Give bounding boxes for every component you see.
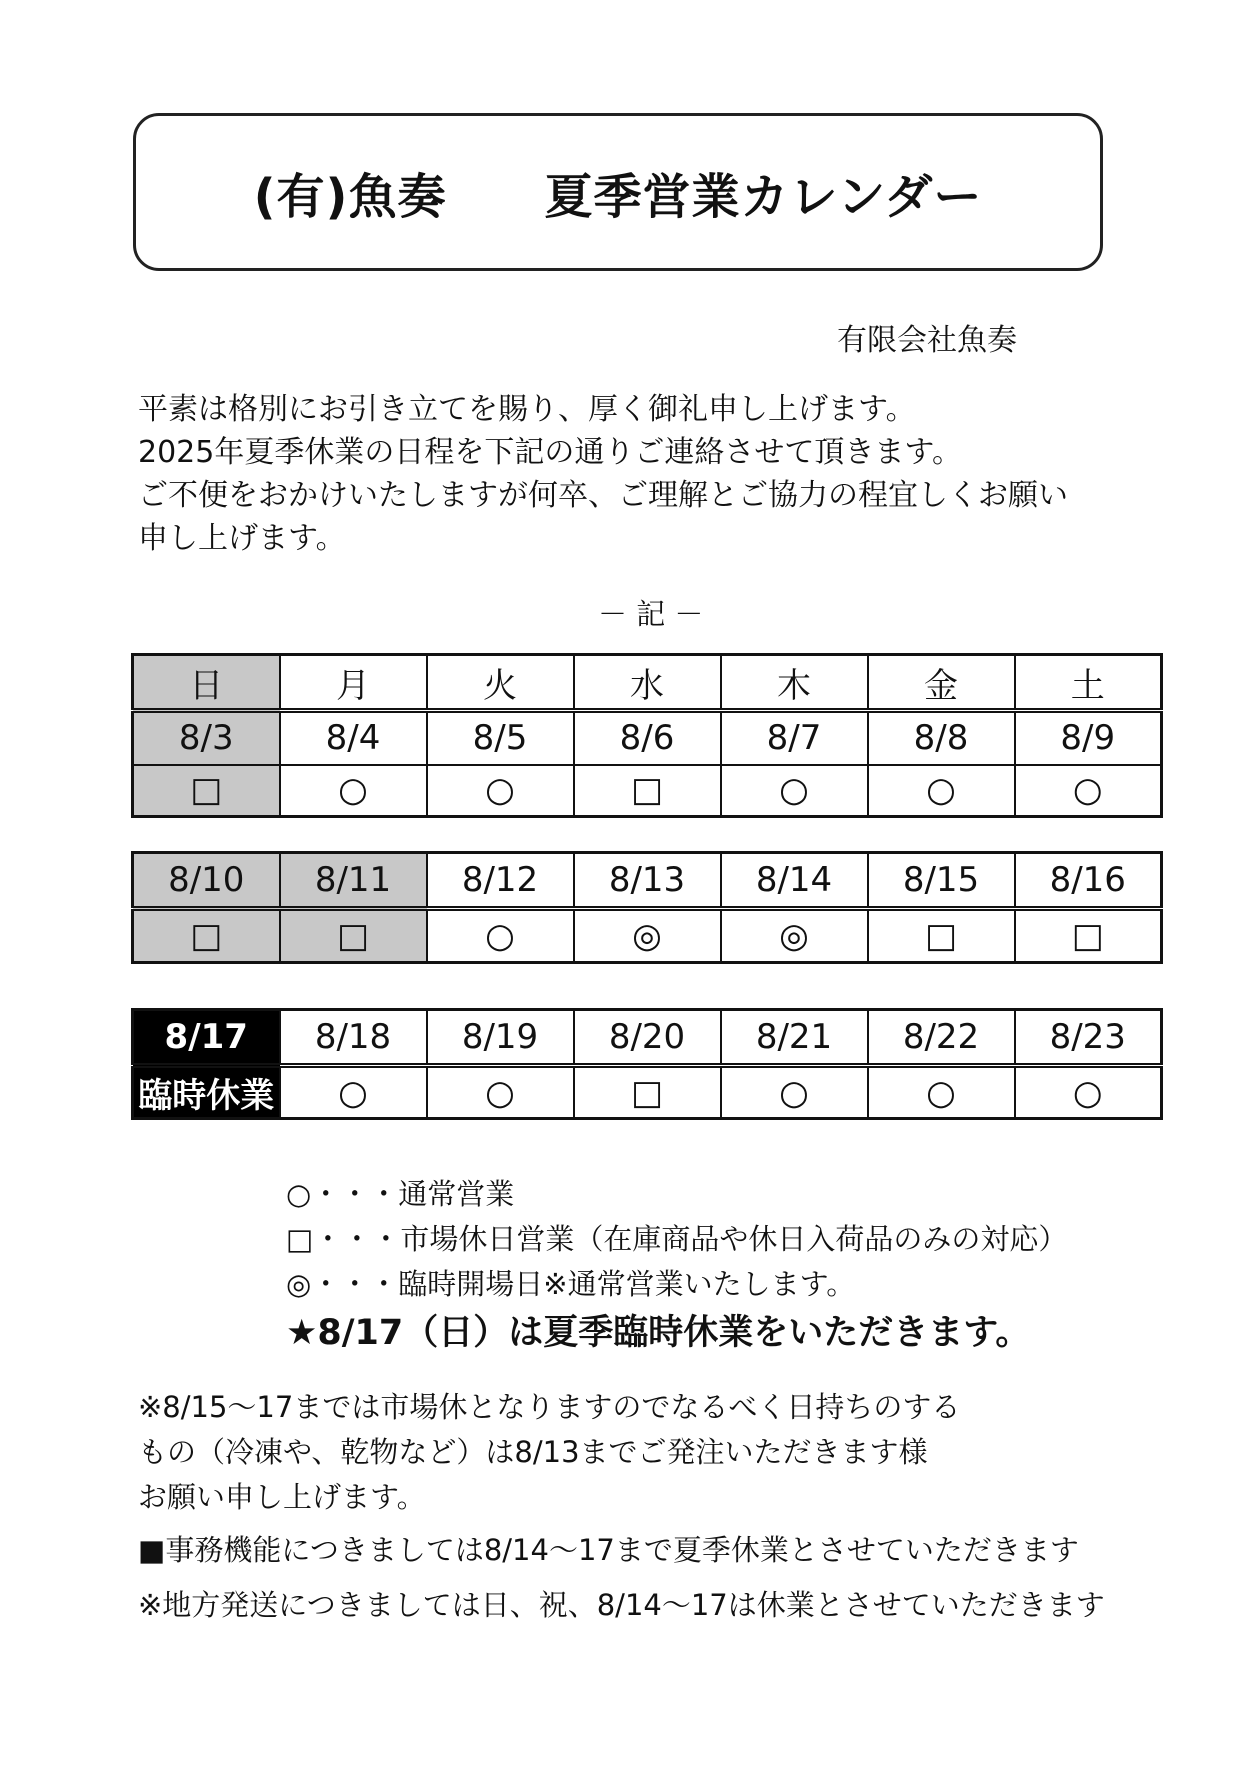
closure-notice: ★8/17（日）は夏季臨時休業をいただきます。 [286,1313,1031,1353]
date-cell: 8/18 [280,1010,427,1066]
legend-item: □・・・市場休日営業（在庫商品や休日入荷品のみの対応） [286,1222,1068,1256]
status-symbol: ○ [721,1066,868,1119]
status-symbol: ○ [427,909,574,963]
intro-line: 平素は格別にお引き立てを賜り、厚く御礼申し上げます。 [138,392,916,427]
date-cell: 8/17 [133,1010,280,1066]
note-line: ■事務機能につきましては8/14～17まで夏季休業とさせていただきます [138,1533,1079,1567]
date-cell: 8/3 [133,711,280,765]
status-symbol: ○ [721,765,868,817]
date-cell: 8/11 [280,853,427,909]
date-cell: 8/5 [427,711,574,765]
weekday-wed: 水 [574,655,721,711]
calendar-week-2 [131,851,1163,964]
legend-item: ◎・・・臨時開場日※通常営業いたします。 [286,1267,856,1301]
weekday-thu: 木 [721,655,868,711]
status-symbol: ◎ [574,909,721,963]
date-cell: 8/12 [427,853,574,909]
date-cell: 8/20 [574,1010,721,1066]
company-name: 有限会社魚奏 [837,323,1017,358]
intro-line: ご不便をおかけいたしますが何卒、ご理解とご協力の程宜しくお願い [138,478,1068,513]
date-cell: 8/15 [868,853,1015,909]
status-symbol: ○ [868,765,1015,817]
status-symbol: □ [1015,909,1162,963]
note-line: もの（冷凍や、乾物など）は8/13までご発注いただきます様 [138,1435,928,1469]
status-symbol: □ [868,909,1015,963]
status-symbol: □ [574,1066,721,1119]
status-symbol: ○ [280,765,427,817]
intro-paragraph [138,388,1138,560]
date-cell: 8/7 [721,711,868,765]
date-cell: 8/23 [1015,1010,1162,1066]
legend [286,1172,1067,1359]
status-symbol: □ [133,765,280,817]
status-symbol: □ [280,909,427,963]
status-symbol: □ [574,765,721,817]
status-symbol: □ [133,909,280,963]
intro-line: 申し上げます。 [138,521,346,556]
calendar-week-3 [131,1008,1163,1120]
closed-label: 臨時休業 [133,1066,280,1119]
date-cell: 8/4 [280,711,427,765]
status-symbol: ○ [1015,765,1162,817]
status-symbol: ○ [280,1066,427,1119]
weekday-sat: 土 [1015,655,1162,711]
intro-line: 2025年夏季休業の日程を下記の通りご連絡させて頂きます。 [138,435,962,470]
weekday-mon: 月 [280,655,427,711]
date-cell: 8/8 [868,711,1015,765]
status-symbol: ○ [1015,1066,1162,1119]
status-symbol: ◎ [721,909,868,963]
date-cell: 8/19 [427,1010,574,1066]
status-symbol: ○ [868,1066,1015,1119]
notes [138,1385,1105,1628]
note-line: ※8/15～17までは市場休となりますのでなるべく日持ちのする [138,1390,961,1424]
date-cell: 8/13 [574,853,721,909]
date-cell: 8/16 [1015,853,1162,909]
status-symbol: ○ [427,765,574,817]
date-cell: 8/22 [868,1010,1015,1066]
calendar-week-1 [131,653,1163,818]
date-cell: 8/14 [721,853,868,909]
note-line: ※地方発送につきましては日、祝、8/14～17は休業とさせていただきます [138,1588,1105,1622]
status-symbol: ○ [427,1066,574,1119]
weekday-tue: 火 [427,655,574,711]
page-title: (有)魚奏 夏季営業カレンダー [133,113,1103,271]
weekday-sun: 日 [133,655,280,711]
date-cell: 8/21 [721,1010,868,1066]
date-cell: 8/9 [1015,711,1162,765]
date-cell: 8/6 [574,711,721,765]
note-line: お願い申し上げます。 [138,1480,426,1514]
date-cell: 8/10 [133,853,280,909]
legend-item: ○・・・通常営業 [286,1177,515,1211]
weekday-fri: 金 [868,655,1015,711]
ki-heading: － 記 － [598,597,704,631]
